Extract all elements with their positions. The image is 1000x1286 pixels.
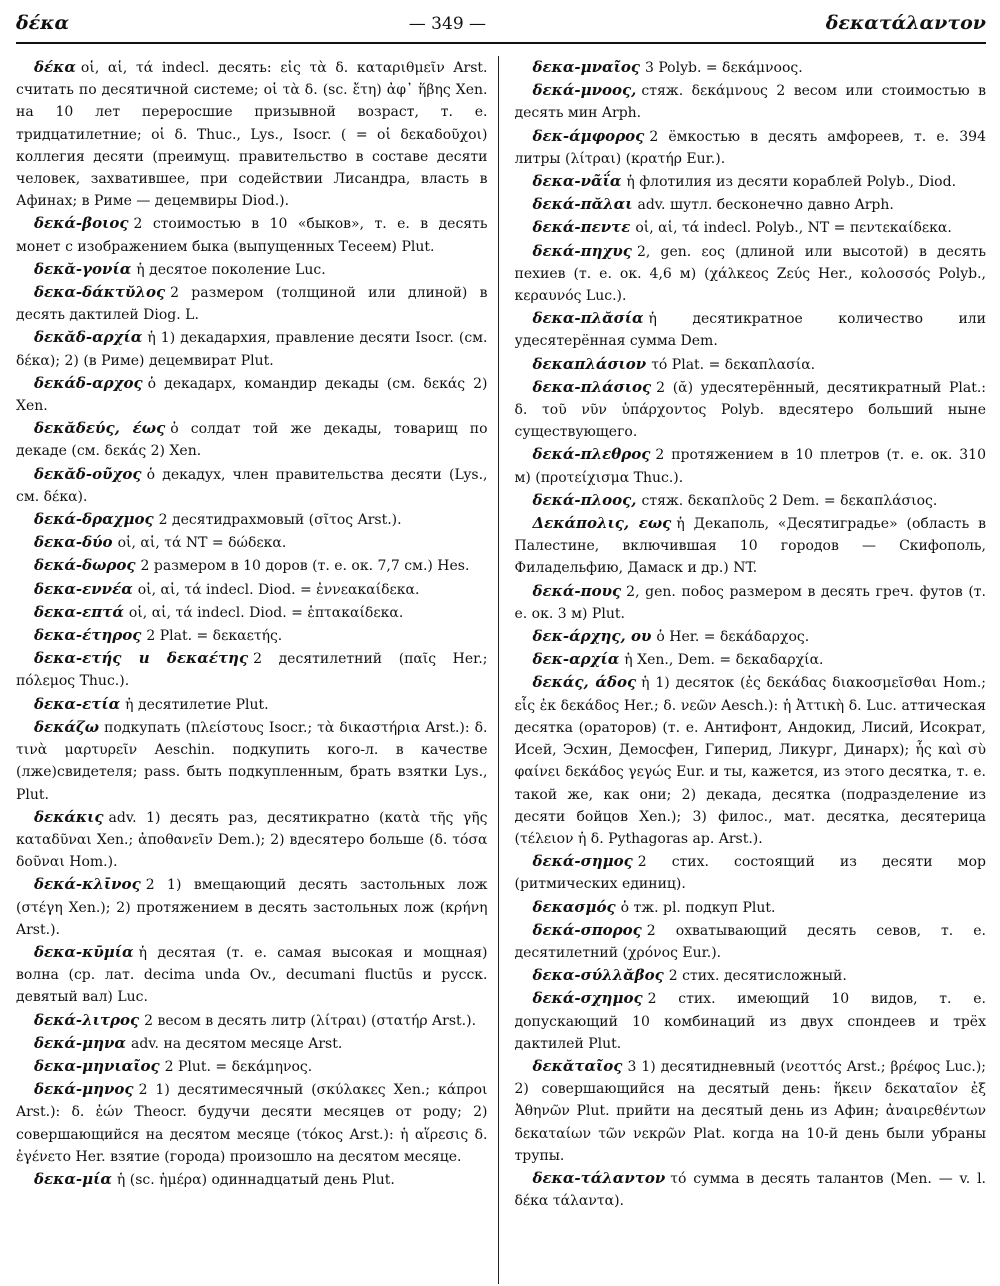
- dictionary-entry: [515, 580, 987, 625]
- entry-headword: δεκα-δύο: [34, 533, 113, 552]
- entry-headword: δεκα-δάκτῠλος: [34, 283, 166, 302]
- entry-headword: δεκᾰδ-οῦχος: [34, 464, 142, 483]
- dictionary-entry: [16, 554, 488, 577]
- entry-headword: δεκά-δωρος: [34, 556, 136, 575]
- entry-headword: δεκάκις: [34, 807, 104, 826]
- dictionary-entry: [515, 648, 987, 671]
- entry-definition: 2 1) десятимесячный (σκύλακες Xen.; κάπροι Arst.): δ. ἐών Theocr. будучи десяти месяцев от роду; 2) совершающийся на десятом месяце (τόκος Arst.): ἡ αἵρεσις δ. ἐγένετο Her. взятие (города) произошло на десятом месяце.: [16, 1082, 488, 1165]
- entry-headword: δεκάς, άδος: [532, 673, 637, 692]
- entry-definition: 2 весом в десять литр (λίτραι) (στατήρ Arst.).: [144, 1012, 477, 1029]
- entry-definition: 2 десятилетний (παῖς Her.; πόλεμος Thuc.).: [16, 651, 488, 690]
- dictionary-entry: [515, 193, 987, 216]
- entry-headword: δεκά-πεντε: [532, 218, 631, 237]
- dictionary-entry: [515, 896, 987, 919]
- entry-headword: δεκα-εννέα: [34, 579, 133, 598]
- dictionary-entry: [515, 376, 987, 444]
- dictionary-entry: [515, 987, 987, 1055]
- entry-definition: ὁ Her. = δεκάδαρχος.: [656, 629, 810, 646]
- entry-definition: οἱ, αἱ, τά indecl. десять: εἰς τὰ δ. καταριθμεῖν Arst. считать по десятичной системе; οἱ τὰ δ. (sc. ἔτη) ἀφ᾽ ἥβης Xen. на 10 лет переросшие призывной возраст, т. е. тридцатилетние; οἱ δ. Thuc., Lys., Isocr. ( = οἱ δεκαδοῦχοι) коллегия десяти (преимущ. правительство в составе десяти человек, захватившее, при содействии Лисандра, власть в Афинах; в Риме — децемвиры Diod.).: [16, 60, 488, 210]
- dictionary-entry: [515, 850, 987, 895]
- dictionary-entry: [16, 56, 488, 212]
- dictionary-entry: [16, 258, 488, 281]
- header-right-headword: δεκατάλαντον: [825, 12, 986, 34]
- entry-definition: τό Plat. = δεκαπλασία.: [651, 356, 816, 373]
- entry-headword: δέκα: [34, 58, 76, 76]
- dictionary-entry: [16, 463, 488, 508]
- dictionary-entry: [16, 1055, 488, 1078]
- entry-definition: ἡ десятое поколение Luc.: [136, 261, 326, 278]
- dictionary-entry: [16, 531, 488, 554]
- header-rule: [16, 42, 986, 44]
- entry-definition: adv. на десятом месяце Arst.: [130, 1035, 343, 1052]
- entry-definition: 2 стих. десятисложный.: [668, 968, 847, 985]
- entry-definition: 2 1) вмещающий десять застольных лож (στέγη Xen.); 2) протяжением в десять застольных лож (κρήνη Arst.).: [16, 877, 488, 938]
- entry-headword: δεκᾰδ-αρχία: [34, 328, 143, 347]
- dictionary-entry: [515, 512, 987, 580]
- dictionary-entry: [16, 1032, 488, 1055]
- entry-headword: δεκά-σημος: [532, 852, 633, 871]
- entry-definition: стяж. δεκαπλοῦς 2 Dem. = δεκαπλάσιος.: [641, 492, 938, 509]
- entry-headword: Δεκάπολις, εως: [532, 514, 672, 533]
- entry-definition: ὁ солдат той же декады, товарищ по декаде (см. δεκάς 2) Xen.: [16, 421, 488, 460]
- dictionary-entry: [515, 489, 987, 512]
- entry-definition: 3 1) десятидневный (νεοττός Arst.; βρέφος Luc.); 2) совершающийся на десятый день: ἥκειν δεκαταῖον ἐξ Ἀθηνῶν Plut. прийти на десятый день из Афин; ἀναιρεθέντων δεκαταίων τῶν νεκρῶν Plat. когда на 10-й день были убраны трупы.: [514, 1058, 986, 1164]
- entry-definition: ὁ декадух, член правительства десяти (Lys., см. δέκα).: [16, 466, 488, 505]
- entry-definition: ἡ 1) декадархия, правление десяти Isocr. (см. δέκα); 2) (в Риме) децемвират Plut.: [16, 330, 488, 369]
- dictionary-entry: [16, 212, 488, 257]
- entry-definition: 2, gen. ποδος размером в десять греч. футов (т. е. ок. 3 м) Plut.: [514, 583, 986, 622]
- entry-headword: δεκα-μηνιαῖος: [34, 1056, 160, 1075]
- entry-headword: δεκά-μνοος,: [532, 81, 637, 100]
- entry-definition: 2 (ᾰ) удесятерённый, десятикратный Plat.: δ. τοῦ νῦν ὑπάρχοντος Polyb. вдесятеро больший ныне существующего.: [514, 379, 986, 441]
- entry-headword: δεκᾰδεύς, έως: [34, 419, 166, 438]
- entry-definition: 2 ёмкостью в десять амфореев, т. е. 394 литры (λίτραι) (κρατήρ Eur.).: [514, 128, 986, 167]
- dictionary-entry: [515, 964, 987, 987]
- entry-headword: δεκά-πᾰλαι: [532, 195, 633, 214]
- entry-definition: ὁ декадарх, командир декады (см. δεκάς 2) Xen.: [16, 375, 488, 415]
- dictionary-entry: [16, 1168, 488, 1191]
- entry-headword: δεκά-πλοος,: [532, 490, 637, 509]
- entry-definition: ὁ тж. pl. подкуп Plut.: [620, 899, 776, 916]
- entry-definition: подкупать (πλείστους Isocr.; τὰ δικαστήρια Arst.): δ. τινὰ μαρτυρεῖν Aeschin. подкупить кого-л. в качестве (лже)свидетеля; pass. быть подкупленным, брать взятки Lys., Plut.: [16, 719, 488, 803]
- dictionary-entry: [515, 56, 987, 79]
- dictionary-entry: [16, 508, 488, 531]
- columns: [16, 56, 986, 1284]
- entry-definition: 2 стих. состоящий из десяти мор (ритмических единиц).: [514, 854, 986, 893]
- entry-headword: δεκά-σχημος: [532, 989, 643, 1008]
- entry-headword: δεκᾰ-γονία: [34, 259, 132, 278]
- entry-definition: adv. 1) десять раз, десятикратно (κατὰ τῆς γῆς καταδῦναι Xen.; ἀποθανεῖν Dem.); 2) вдесятеро больше (δ. τόσα δοῦναι Hom.).: [16, 809, 488, 871]
- dictionary-entry: [515, 443, 987, 488]
- dictionary-entry: [16, 417, 488, 462]
- dictionary-entry: [16, 624, 488, 647]
- entry-headword: δεκαπλάσιον: [532, 354, 647, 373]
- entry-headword: δεκά-λιτρος: [34, 1010, 140, 1029]
- dictionary-entry: [16, 806, 488, 874]
- dictionary-entry: [16, 1009, 488, 1032]
- dictionary-entry: [515, 1167, 987, 1212]
- entry-definition: 2 размером (толщиной или длиной) в десять дактилей Diog. L.: [16, 285, 488, 324]
- entry-headword: δεκα-νᾶΐα: [532, 172, 622, 191]
- entry-definition: ἡ десятикратное количество или удесятерённая сумма Dem.: [514, 311, 986, 350]
- entry-headword: δεκα-σύλλᾰβος: [532, 966, 664, 985]
- entry-headword: δεκά-δραχμος: [34, 510, 154, 529]
- entry-definition: οἱ, αἱ, τά indecl. Polyb., NT = πεντεκαίδεκα.: [635, 220, 952, 237]
- dictionary-entry: [515, 240, 987, 308]
- entry-headword: δεκα-επτά: [34, 602, 124, 621]
- entry-definition: ἡ Декаполь, «Десятиградье» (область в Палестине, включившая 10 городов — Скифополь, Филадельфию, Дамаск и др.) NT.: [514, 516, 986, 577]
- entry-definition: οἱ, αἱ, τά indecl. Diod. = ἑπτακαίδεκα.: [128, 604, 404, 621]
- dictionary-entry: [16, 1078, 488, 1168]
- entry-definition: ἡ 1) десяток (ἐς δεκάδας διακοσμεῖσθαι Hom.; εἷς ἐκ δεκάδος Her.; δ. νεῶν Aesch.): ἡ Ἀττικὴ δ. Luc. аттическая десятка (ораторов) (т. е. Антифонт, Андокид, Лисий, Исократ, Исей, Эсхин, Демосфен, Гиперид, Ликург, Динарх); ἧς καὶ σὺ φαίνει δεκάδος γεγώς Eur. и ты, кажется, из этого десятка, т. е. такой же, как они; 2) декада, десятка (подразделение из десяти бойцов Xen.); 3) филос., мат. десятка, десятерица (τέλειον ἡ δ. Pythagoras ap. Arst.).: [514, 675, 986, 847]
- entry-headword: δεκᾰταῖος: [532, 1056, 623, 1075]
- dictionary-entry: [16, 647, 488, 692]
- entry-definition: 2 стих. имеющий 10 видов, т. е. допускающий 10 комбинаций из двух спондеев и трёх дактилей Plut.: [514, 991, 986, 1052]
- entry-headword: δεκα-κῡμία: [34, 942, 134, 961]
- entry-headword: δεκά-σπορος: [532, 920, 642, 939]
- entry-headword: δεκά-πηχυς: [532, 241, 632, 260]
- entry-headword: δεκ-αρχία: [532, 650, 620, 669]
- entry-headword: δεκά-μηνος: [34, 1080, 134, 1099]
- page-header: [16, 12, 986, 40]
- dictionary-entry: [515, 216, 987, 239]
- entry-definition: 2 размером в 10 доров (т. е. ок. 7,7 см.) Hes.: [140, 558, 470, 575]
- entry-definition: ἡ флотилия из десяти кораблей Polyb., Diod.: [626, 174, 957, 191]
- dictionary-entry: [515, 307, 987, 352]
- entry-headword: δεκ-άρχης, ου: [532, 627, 652, 646]
- dictionary-entry: [16, 601, 488, 624]
- entry-definition: adv. шутл. бесконечно давно Arph.: [637, 197, 894, 214]
- entry-definition: 2 охватывающий десять севов, т. е. десятилетний (χρόνος Eur.).: [514, 922, 986, 961]
- entry-definition: τό сумма в десять талантов (Men. — v. l. δέκα τάλαντα).: [514, 1170, 986, 1210]
- entry-headword: δεκα-ετία: [34, 694, 121, 713]
- page-number: — 349 —: [408, 14, 487, 34]
- entry-definition: ἡ десятилетие Plut.: [125, 696, 269, 713]
- entry-headword: δεκα-έτηρος: [34, 626, 142, 645]
- dictionary-entry: [16, 941, 488, 1009]
- dictionary-entry: [16, 716, 488, 806]
- dictionary-entry: [16, 281, 488, 326]
- dictionary-entry: [515, 353, 987, 376]
- dictionary-entry: [515, 919, 987, 964]
- entry-headword: δεκα-μία: [34, 1169, 112, 1188]
- entry-headword: δεκασμός: [532, 897, 616, 916]
- dictionary-entry: [16, 578, 488, 601]
- entry-headword: δεκα-πλᾰσία: [532, 309, 644, 328]
- entry-definition: 2 Plat. = δεκαετής.: [146, 628, 283, 645]
- dictionary-entry: [515, 1055, 987, 1167]
- dictionary-entry: [515, 125, 987, 170]
- dictionary-entry: [515, 671, 987, 850]
- entry-headword: δεκάδ-αρχος: [34, 373, 143, 392]
- right-column: [515, 56, 987, 1284]
- entry-headword: δεκάζω: [34, 717, 100, 736]
- header-left-headword: δέκα: [16, 12, 70, 34]
- entry-headword: δεκά-βοιος: [34, 214, 129, 233]
- dictionary-entry: [515, 625, 987, 648]
- entry-definition: 2 Plut. = δεκάμηνος.: [164, 1058, 313, 1075]
- entry-headword: δεκά-πλεθρος: [532, 445, 651, 464]
- dictionary-entry: [515, 79, 987, 124]
- dictionary-entry: [515, 170, 987, 193]
- entry-headword: δεκ-άμφορος: [532, 126, 645, 145]
- dictionary-entry: [16, 326, 488, 371]
- entry-definition: οἱ, αἱ, τά NT = δώδεκα.: [117, 535, 287, 552]
- entry-headword: δεκά-μηνα: [34, 1033, 126, 1052]
- entry-headword: δεκα-ετής и δεκαέτης: [34, 649, 249, 668]
- entry-headword: δεκά-κλῑνος: [34, 875, 141, 894]
- entry-definition: 2 десятидрахмовый (σῖτος Arst.).: [158, 512, 402, 529]
- entry-definition: ἡ Xen., Dem. = δεκαδαρχία.: [624, 652, 824, 669]
- dictionary-entry: [16, 693, 488, 716]
- entry-definition: ἡ (sc. ἡμέρα) одиннадцатый день Plut.: [116, 1171, 395, 1188]
- entry-definition: ἡ десятая (т. е. самая высокая и мощная) волна (ср. лат. decima unda Ov., decumani fluctūs и русск. девятый вал) Luc.: [16, 944, 488, 1006]
- entry-definition: οἱ, αἱ, τά indecl. Diod. = ἐννεακαίδεκα.: [137, 581, 420, 598]
- dictionary-entry: [16, 873, 488, 941]
- entry-headword: δεκα-μναῖος: [532, 58, 640, 76]
- entry-headword: δεκα-πλάσιος: [532, 377, 652, 396]
- entry-definition: 3 Polyb. = δεκάμνοος.: [644, 60, 803, 76]
- left-column: [16, 56, 499, 1284]
- entry-definition: стяж. δεκάμνους 2 весом или стоимостью в десять мин Arph.: [514, 83, 986, 122]
- entry-definition: 2, gen. εος (длиной или высотой) в десять пехиев (т. е. ок. 4,6 м) (χάλκεος Ζεύς Her., κολοσσός Polyb., κεραυνός Luc.).: [514, 243, 986, 305]
- entry-definition: 2 протяжением в 10 плетров (т. е. ок. 310 м) (προτείχισμα Thuc.).: [514, 447, 986, 486]
- entry-headword: δεκά-πους: [532, 581, 622, 600]
- entry-headword: δεκα-τάλαντον: [532, 1168, 666, 1187]
- dictionary-entry: [16, 372, 488, 417]
- entry-definition: 2 стоимостью в 10 «быков», т. е. в десять монет с изображением быка (выпущенных Тесеем) Plut.: [16, 216, 488, 255]
